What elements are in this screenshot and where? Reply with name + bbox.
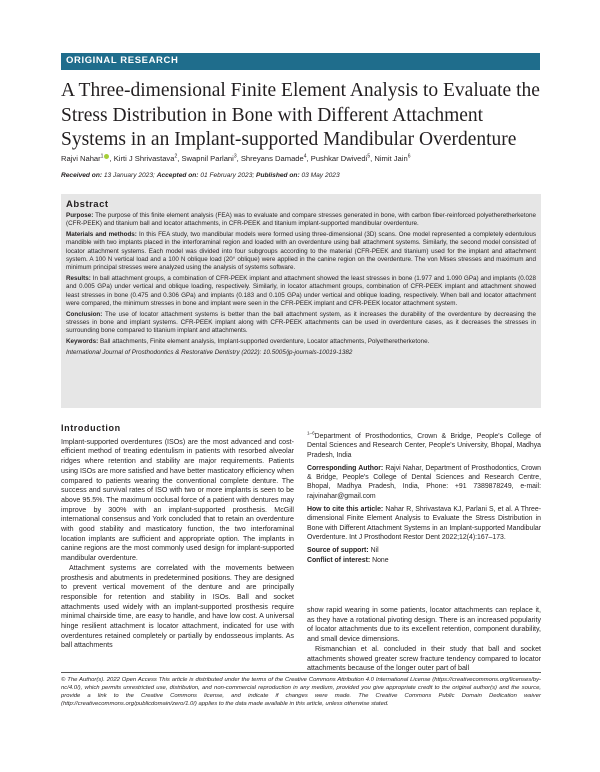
article-type-banner	[61, 53, 540, 70]
intro-paragraph-1: Implant-supported overdentures (ISOs) are the most advanced and cost-efficient method of treating edentulism in patients with resorbed alveolar ridges where retention and stability are major requirements. Patients using ISOs are more satisfied and have better masticatory efficiency when compared to patients wearing the conventional complete denture. The success and survival rates of ISO with two or more implants is seen to be above 95.5%. The maximum occlusal force of a patient with dentures may improve by 300% with an implant-supported prosthesis. McGill international consensus and York concluded that to retain an overdenture with good stability and masticatory function, the two interforaminal location implants are sufficient and appropriate option. The implants in canine regions are the most commonly used design for implant-supported mandibular overdenture.	[61, 437, 294, 563]
abstract-conclusion: Conclusion: The use of locator attachment systems is better than the ball attachment system, as it increases the durability of the overdenture by decreasing the stresses in bone and implant systems. CFR-PEEK implant along with CFR-PEEK attachments can be used in overdenture cases, as it decreases the stresses in surrounding bone compared to titanium implant and attachments.	[66, 310, 536, 335]
author-name[interactable]: Pushkar Dwivedi	[310, 154, 368, 163]
author-list: Rajvi Nahar$^1$ , Kirti J Shrivastava$^2$, Swapnil Parlani$^3$, Shreyans Damade$^4$, Pushkar Dwivedi$^5$, Nimit Jain$^6$	[61, 153, 411, 163]
abstract-methods: Materials and methods: In this FEA study, two mandibular models were formed using three-dimensional (3D) scans. One model represented a completely edentulous mandible with two implants placed in the interforaminal region and loaded with an overdenture using ball attachment systems. Similarly, the second model consisted of locator attachment systems. Each model was divided into four subgroups according to the material (CFR-PEEK and titanium) used for the implant and attachment system. A 100 N vertical load and a 100 N oblique load (20° oblique) were applied in the canine region on the overdenture. The von Mises stresses and maximum and minimum principal stresses were analyzed using the analysis of systems software.	[66, 231, 536, 272]
intro-paragraph-2: Attachment systems are correlated with the movements between prosthesis and abutments in predetermined positions. They are designed to prevent vertical movement of the denture and are principally responsible for retention and stability in ISOs. Ball and socket attachments used widely with an implant-supported prosthesis require minimal chairside time, are easy to handle, and have low cost. A universal hinge resilient attachment is locator attachment, indicated for use with overdentures retained completely or partially by endosseous implants. As ball attachments	[61, 563, 294, 650]
journal-citation-line[interactable]: International Journal of Prosthodontics & Restorative Dentistry (2022): 10.5005/jp-journals-10019-1382	[66, 348, 353, 356]
license-footer: © The Author(s). 2022 Open Access This article is distributed under the terms of the Creative Commons Attribution 4.0 International License (https://creativecommons.org/licenses/by-nc/4.0/), which permits unrestricted use, distribution, and non-commercial reproduction in any medium, provided you give appropriate credit to the original author(s) and the source, provide a link to the Creative Commons license, and indicate if changes were made. The Creative Commons Public Domain Dedication waiver (http://creativecommons.org/publicdomain/zero/1.0/) applies to the data made available in this article, unless otherwise stated.	[61, 677, 541, 707]
author-name[interactable]: Nimit Jain	[374, 154, 408, 163]
affiliation-block	[307, 432, 541, 569]
how-to-cite: How to cite this article: Nahar R, Shrivastava KJ, Parlani S, et al. A Three-dimensional Finite Element Analysis to Evaluate the Stress Distribution in Bone with Different Attachment Systems in an Implant-supported Mandibular Overdenture. Int J Prosthodont Restor Dent 2022;12(4):167–173.	[307, 506, 541, 541]
footer-divider	[61, 672, 541, 673]
right-column	[307, 606, 541, 674]
article-type-label: ORIGINAL RESEARCH	[66, 55, 179, 66]
author-name[interactable]: Swapnil Parlani	[181, 154, 234, 163]
publication-dates	[61, 171, 541, 180]
author-affiliation-mark: 2	[174, 153, 178, 160]
intro-paragraph-4: Rismanchian et al. concluded in their study that ball and socket attachments showed greater screw fracture tendency compared to locator attachments because of the longer outer part of ball	[307, 644, 541, 673]
published-label: Published on:	[256, 172, 300, 179]
abstract-heading: Abstract	[66, 199, 109, 210]
author-name[interactable]: Kirti J Shrivastava	[113, 154, 175, 163]
received-label: Received on:	[61, 172, 103, 179]
abstract-purpose: Purpose: The purpose of this finite element analysis (FEA) was to evaluate and compare stresses generated in bone, with carbon fiber-reinforced polyetheretherketone (CFR-PEEK) and titanium ball and locator attachments, in CFR-PEEK and titanium implant-supported mandibular overdenture.	[66, 212, 536, 228]
article-title: A Three-dimensional Finite Element Analysis to Evaluate the Stress Distribution in Bone with Different Attachment Systems in an Implant-supported Mandibular Overdenture	[61, 80, 540, 150]
affiliation-department: $^{1-6}$Department of Prosthodontics, Crown & Bridge, People's College of Dental Sciences and Research Center, People's University, Bhopal, Madhya Pradesh, India	[307, 430, 541, 459]
received-date: 13 January 2023;	[103, 172, 155, 179]
accepted-label: Accepted on:	[156, 172, 199, 179]
left-column	[61, 424, 294, 651]
orcid-icon[interactable]	[104, 154, 109, 159]
source-of-support: Source of support: Nil	[307, 547, 379, 555]
abstract-body	[66, 212, 536, 360]
introduction-heading: Introduction	[61, 423, 121, 433]
intro-paragraph-3: show rapid wearing in some patients, locator attachments can replace it, as they have a rotational pivoting design. There is an increased popularity of locator attachments due to its excellent retention, component durability, and small device dimensions.	[307, 606, 541, 644]
author-name[interactable]: Shreyans Damade	[240, 154, 304, 163]
author-affiliation-mark: 6	[407, 153, 411, 160]
author-affiliation-mark: 3	[233, 153, 237, 160]
abstract-keywords: Keywords: Ball attachments, Finite element analysis, Implant-supported overdenture, Locator attachments, Polyetheretherketone.	[66, 338, 430, 346]
accepted-date: 01 February 2023;	[200, 172, 255, 179]
abstract-box	[61, 194, 541, 408]
author-affiliation-mark: 1	[100, 153, 104, 160]
author-affiliation-mark: 4	[303, 153, 307, 160]
author-name[interactable]: Rajvi Nahar	[61, 154, 101, 163]
published-date: 03 May 2023	[301, 172, 340, 179]
conflict-of-interest: Conflict of interest: None	[307, 556, 389, 564]
abstract-results: Results: In ball attachment groups, a combination of CFR-PEEK implant and attachment showed the least stresses in bone (1.977 and 1.090 GPa) and implants (0.028 and 0.005 GPa) under vertical and oblique loading, respectively. Similarly, in locator attachment groups, combination of CFR-PEEK implant and attachment showed least stresses in bone (0.475 and 0.306 GPa) and implants (0.183 and 0.105 GPa) under vertical and oblique loading, respectively. When ball and locator attachment were compared, the minimum stresses in bone and implant were seen in the CFR-PEEK implant and CFR-PEEK locator attachment system.	[66, 275, 537, 307]
corresponding-author: Corresponding Author: Rajvi Nahar, Department of Prosthodontics, Crown & Bridge, People's College of Dental Sciences and Research Centre, Bhopal, Madhya Pradesh, India, Phone: +91 7389878249, e-mail: rajvinahar@gmail.com	[307, 464, 542, 500]
author-affiliation-mark: 5	[367, 153, 371, 160]
